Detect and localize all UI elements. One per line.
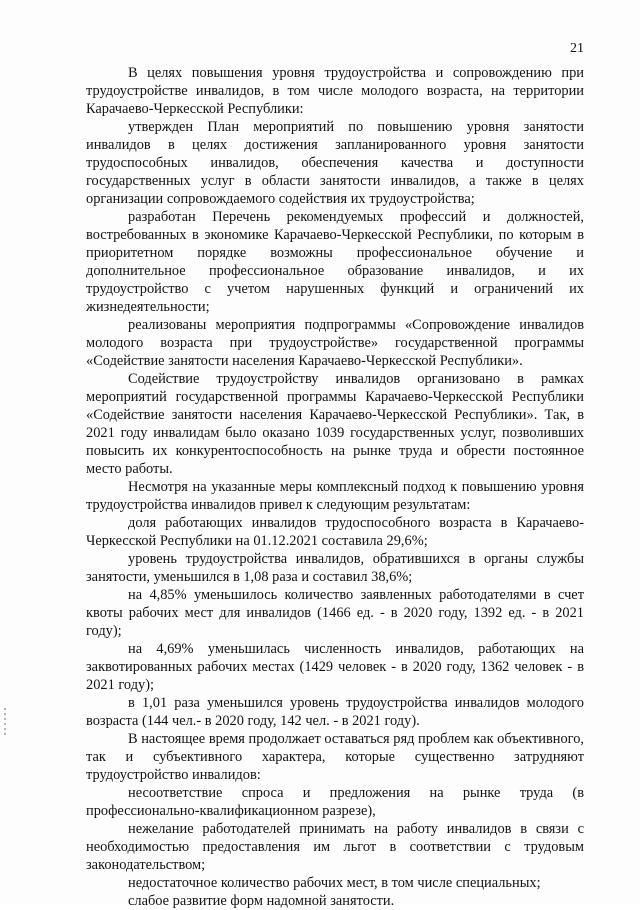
paragraph-subprogram: реализованы мероприятия подпрограммы «Сопровождение инвалидов молодого возраста при трудоустройстве» государственной программы «Содействие занятости населения Карачаево-Черкесской Республики». bbox=[86, 317, 584, 369]
paragraph-professions-list: разработан Перечень рекомендуемых профессий и должностей, востребованных в экономике Карачаево-Черкесской Республики, по которым в приоритетном порядке возможны профессиональное обучение и дополнительное профессиональное образование инвалидов, и их трудоустройство с учетом нарушенных функций и ограничений их жизнедеятельности; bbox=[86, 209, 584, 315]
paragraph-problem-mismatch: несоответствие спроса и предложения на рынке труда (в профессионально-квалификационном разрезе), bbox=[86, 785, 584, 819]
paragraph-quota-workers: на 4,69% уменьшилась численность инвалидов, работающих на заквотированных рабочих местах (1429 человек - в 2020 году, 1362 человек - в 2021 году); bbox=[86, 641, 584, 693]
paragraph-results-intro: Несмотря на указанные меры комплексный подход к повышению уровня трудоустройства инвалидов привел к следующим результатам: bbox=[86, 479, 584, 513]
paragraph-plan: утвержден План мероприятий по повышению уровня занятости инвалидов в целях достижения запланированного уровня занятости трудоспособных инвалидов, обеспечения качества и доступности государственных услуг в области занятости инвалидов, а также в целях организации сопровождаемого содействия их трудоустройства; bbox=[86, 119, 584, 207]
scan-artifact bbox=[4, 708, 6, 738]
paragraph-problem-homework: слабое развитие форм надомной занятости. bbox=[128, 893, 395, 909]
paragraph-problem-employers: нежелание работодателей принимать на работу инвалидов в связи с необходимостью предоставления им льгот в соответствии с трудовым законодательством; bbox=[86, 821, 584, 873]
document-body bbox=[86, 64, 584, 910]
paragraph-problem-jobs: недостаточное количество рабочих мест, в том числе специальных; bbox=[128, 875, 541, 891]
paragraph-share-employed: доля работающих инвалидов трудоспособного возраста в Карачаево-Черкесской Республики на 01.12.2021 составила 29,6%; bbox=[86, 515, 584, 549]
paragraph-intro: В целях повышения уровня трудоустройства и сопровождению при трудоустройстве инвалидов, в том числе молодого возраста, на территории Карачаево-Черкесской Республики: bbox=[86, 65, 584, 117]
paragraph-employment-assistance: Содействие трудоустройству инвалидов организовано в рамках мероприятий государственной программы Карачаево-Черкесской Республики «Содействие занятости населения Карачаево-Черкесской Республики». Так, в 2021 году инвалидам было оказано 1039 государственных услуг, позволивших повысить их конкурентоспособность на рынке труда и обрести постоянное место работы. bbox=[86, 371, 584, 477]
paragraph-problems-intro: В настоящее время продолжает оставаться ряд проблем как объективного, так и субъективного характера, которые существенно затрудняют трудоустройство инвалидов: bbox=[86, 731, 584, 783]
paragraph-young-employment: в 1,01 раза уменьшился уровень трудоустройства инвалидов молодого возраста (144 чел.- в 2020 году, 142 чел. - в 2021 году). bbox=[86, 695, 584, 729]
paragraph-employment-level: уровень трудоустройства инвалидов, обратившихся в органы службы занятости, уменьшился в 1,08 раза и составил 38,6%; bbox=[86, 551, 584, 585]
page-number: 21 bbox=[570, 41, 584, 56]
paragraph-quota-jobs: на 4,85% уменьшилось количество заявленных работодателями в счет квоты рабочих мест для инвалидов (1466 ед. - в 2020 году, 1392 ед. - в 2021 году); bbox=[86, 587, 584, 639]
